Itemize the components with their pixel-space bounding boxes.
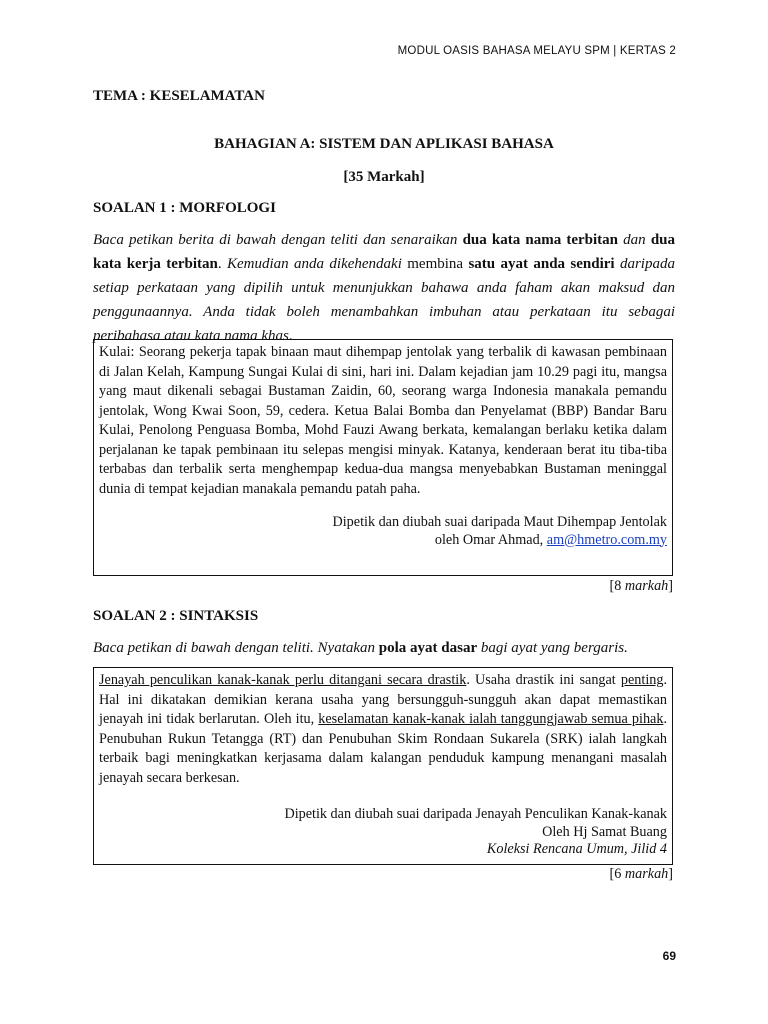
underlined-sentence: Jenayah penculikan kanak-kanak perlu ditangani secara drastik [99,672,467,688]
question-1-marks [610,578,673,595]
instr-text: daripada setiap perkataan yang dipilih untuk menunjukkan bahawa anda faham akan maksud dan penggunaannya. Anda tidak boleh menambahkan imbuhan atau perkataan itu sebagai peribahasa atau kata nama khas [93,256,675,344]
marks-open: [6 [609,866,625,882]
instr-text: Baca petikan di bawah dengan teliti. Nyatakan [93,640,379,656]
instr-bold: dua kata kerja terbitan [93,232,675,272]
instr-text: Kemudian anda dikehendaki [227,256,402,272]
passage-text: . Penubuhan Rukun Tetangga (RT) dan Penubuhan Skim Rondaan Sukarela (SRK) ialah langkah terbaik bagi meningkatkan kerjasama dalam kalangan penduduk kampung menangani masalah jenayah secara berkesan. [99,711,667,786]
question-1-instructions [93,228,675,348]
source-line [99,532,667,550]
underlined-sentence: penting [620,672,664,688]
question-1-source [99,514,667,549]
question-1-title: SOALAN 1 : MORFOLOGI [93,200,276,216]
page-number: 69 [662,949,676,963]
instr-bold: satu ayat anda sendiri [468,256,615,272]
underlined-sentence: keselamatan kanak-kanak ialah tanggungjawab semua pihak [318,711,664,727]
marks-word: markah [624,578,669,594]
question-1-passage-box [93,339,673,576]
section-title: BAHAGIAN A: SISTEM DAN APLIKASI BAHASA [214,136,554,152]
instr-text: bagi ayat yang bergaris. [477,640,628,656]
instr-text: Baca petikan berita di bawah dengan teliti dan senaraikan [93,232,463,248]
page-header: MODUL OASIS BAHASA MELAYU SPM | KERTAS 2 [397,45,676,57]
question-2-passage [99,671,667,788]
question-2-title: SOALAN 2 : SINTAKSIS [93,608,259,624]
marks-close: ] [668,866,673,882]
instr-text: membina [401,256,469,272]
theme-title: TEMA : KESELAMATAN [93,88,265,104]
source-line: Dipetik dan diubah suai daripada Maut Dihempap Jentolak [332,514,667,530]
passage-text: . Hal ini dikatakan demikian kerana usaha yang bersungguh-sungguh akan dapat memastikan jenayah ini tidak berlarutan. Oleh itu, [99,672,668,727]
instr-text: . [217,256,228,272]
question-1-passage: Kulai: Seorang pekerja tapak binaan maut dihempap jentolak yang terbalik di kawasan pembinaan di Jalan Kelah, Kampung Sungai Kulai di sini, hari ini. Dalam kejadian jam 10.29 pagi itu, mangsa yang maut dikenali sebagai Bustaman Zaidin, 60, seorang warga Indonesia manakala pemandu jentolak, Wong Kwai Soon, 59, cedera. Ketua Balai Bomba dan Penyelamat (BBP) Bandar Baru Kulai, Penolong Penguasa Bomba, Mohd Fauzi Awang berkata, kemalangan berlaku ketika dalam perjalanan ke tapak pembinaan itu selepas mengisi minyak. Katanya, kenderaan berat itu tiba-tiba terbabas dan terbalik serta menghempap kedua-dua mangsa menyebabkan Bustaman meninggal dunia di tempat kejadian manakala pemandu patah paha. [99,344,667,497]
source-email-link[interactable]: am@hmetro.com.my [546,531,667,548]
instr-bold: pola ayat dasar [378,640,478,656]
marks-word: markah [624,866,669,882]
source-author: oleh Omar Ahmad, [434,531,547,548]
question-2-passage-box [93,667,673,865]
instr-text: . [288,328,293,344]
source-line: Dipetik dan diubah suai daripada Jenayah Penculikan Kanak-kanak [284,806,667,822]
source-line: Koleksi Rencana Umum, Jilid 4 [486,841,667,857]
total-marks: [35 Markah] [343,169,425,185]
passage-text: . Usaha drastik ini sangat [466,672,621,688]
question-2-marks [610,866,673,883]
marks-open: [8 [609,578,625,594]
source-line: Oleh Hj Samat Buang [542,823,667,840]
question-2-instructions [93,636,675,660]
instr-bold: dua kata nama terbitan [462,232,619,248]
marks-close: ] [668,578,673,594]
question-2-source [99,806,667,859]
instr-text: dan [618,232,651,248]
